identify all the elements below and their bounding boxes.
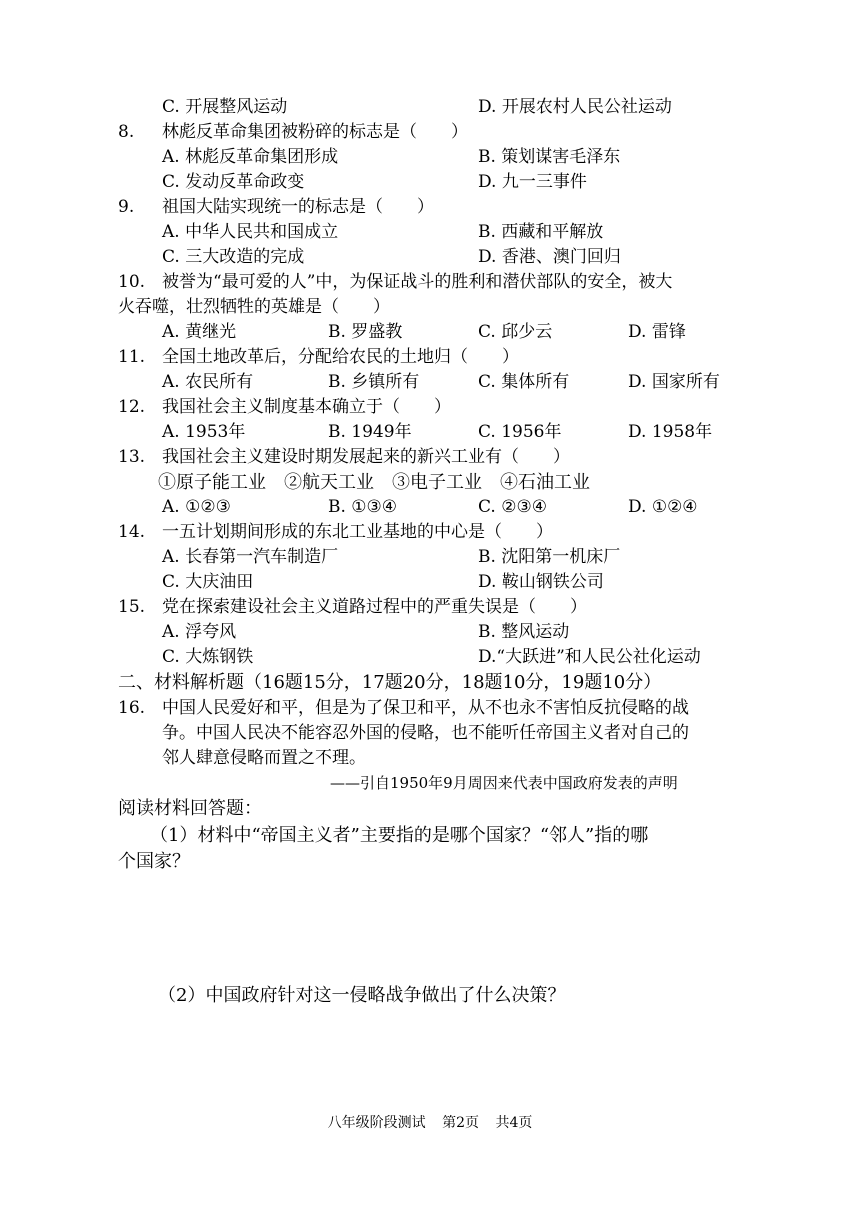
q11-option-b: B. 乡镇所有 — [328, 372, 420, 392]
section-2-heading: 二、材料解析题（16题15分，17题20分，18题10分，19题10分） — [118, 672, 662, 693]
q10-option-c: C. 邱少云 — [478, 322, 553, 342]
q8-option-a: A. 林彪反革命集团形成 — [162, 147, 339, 167]
q14-option-a: A. 长春第一汽车制造厂 — [162, 547, 339, 567]
q14-number: 14. — [118, 522, 146, 542]
q14-option-b: B. 沈阳第一机床厂 — [478, 547, 621, 567]
q13-option-c: C. ②③④ — [478, 497, 547, 517]
q15-number: 15. — [118, 597, 146, 617]
q16-sub1-line-2: 个国家？ — [118, 851, 190, 872]
q15-option-a: A. 浮夸风 — [162, 622, 237, 642]
q9-number: 9. — [118, 197, 135, 217]
q13-number: 13. — [118, 447, 146, 467]
q15-stem: 党在探索建设社会主义道路过程中的严重失误是（ ） — [162, 597, 587, 617]
footer-exam-title: 八年级阶段测试 — [327, 1115, 426, 1131]
q15-option-c: C. 大炼钢铁 — [162, 647, 254, 667]
footer-total-pages: 共4页 — [495, 1115, 533, 1131]
q10-option-d: D. 雷锋 — [628, 322, 686, 342]
q7-option-c: C. 开展整风运动 — [162, 97, 288, 117]
q12-option-b: B. 1949年 — [328, 422, 412, 442]
q12-stem: 我国社会主义制度基本确立于（ ） — [162, 397, 451, 417]
footer-page-number: 第2页 — [442, 1115, 479, 1131]
q15-option-d: D.“大跃进”和人民公社化运动 — [478, 647, 701, 667]
q16-sub2: （2）中国政府针对这一侵略战争做出了什么决策？ — [158, 985, 566, 1006]
q13-items: ①原子能工业 ②航天工业 ③电子工业 ④石油工业 — [158, 472, 590, 493]
q9-option-d: D. 香港、澳门回归 — [478, 247, 621, 267]
q10-stem-line-2: 火吞噬，壮烈牺牲的英雄是（ ） — [118, 297, 390, 317]
q16-material-line-1: 中国人民爱好和平，但是为了保卫和平，从不也永不害怕反抗侵略的战 — [162, 698, 689, 718]
q16-source: ——引自1950年9月周因来代表中国政府发表的声明 — [330, 774, 678, 792]
q14-option-c: C. 大庆油田 — [162, 572, 254, 592]
q11-option-c: C. 集体所有 — [478, 372, 570, 392]
q13-option-b: B. ①③④ — [328, 497, 398, 517]
q11-number: 11. — [118, 347, 146, 367]
q12-number: 12. — [118, 397, 146, 417]
q9-option-b: B. 西藏和平解放 — [478, 222, 604, 242]
q16-material-line-3: 邻人肆意侵略而置之不理。 — [162, 748, 366, 768]
q8-option-c: C. 发动反革命政变 — [162, 172, 305, 192]
q11-option-d: D. 国家所有 — [628, 372, 720, 392]
q10-number: 10. — [118, 272, 146, 292]
q8-option-d: D. 九一三事件 — [478, 172, 587, 192]
page-footer — [0, 1113, 860, 1133]
q12-option-d: D. 1958年 — [628, 422, 713, 442]
q8-number: 8. — [118, 122, 135, 142]
q10-option-b: B. 罗盛教 — [328, 322, 403, 342]
q9-option-a: A. 中华人民共和国成立 — [162, 222, 339, 242]
q16-material-line-2: 争。中国人民决不能容忍外国的侵略，也不能听任帝国主义者对自己的 — [162, 723, 689, 743]
q16-instruction: 阅读材料回答题： — [118, 798, 262, 819]
q9-option-c: C. 三大改造的完成 — [162, 247, 305, 267]
q12-option-a: A. 1953年 — [162, 422, 246, 442]
q12-option-c: C. 1956年 — [478, 422, 562, 442]
q16-sub1-line-1: （1）材料中“帝国主义者”主要指的是哪个国家？“邻人”指的哪 — [150, 825, 649, 846]
q9-stem: 祖国大陆实现统一的标志是（ ） — [162, 197, 434, 217]
q7-option-d: D. 开展农村人民公社运动 — [478, 97, 672, 117]
q10-option-a: A. 黄继光 — [162, 322, 237, 342]
q15-option-b: B. 整风运动 — [478, 622, 570, 642]
q13-stem: 我国社会主义建设时期发展起来的新兴工业有（ ） — [162, 447, 570, 467]
q16-number: 16. — [118, 698, 146, 718]
q10-stem-line-1: 被誉为“最可爱的人”中，为保证战斗的胜利和潜伏部队的安全，被大 — [162, 272, 673, 292]
q13-option-d: D. ①②④ — [628, 497, 698, 517]
q8-stem: 林彪反革命集团被粉碎的标志是（ ） — [162, 122, 468, 142]
q14-stem: 一五计划期间形成的东北工业基地的中心是（ ） — [162, 522, 553, 542]
q11-stem: 全国土地改革后，分配给农民的土地归（ ） — [162, 347, 519, 367]
q8-option-b: B. 策划谋害毛泽东 — [478, 147, 621, 167]
q13-option-a: A. ①②③ — [162, 497, 231, 517]
q11-option-a: A. 农民所有 — [162, 372, 254, 392]
q14-option-d: D. 鞍山钢铁公司 — [478, 572, 604, 592]
